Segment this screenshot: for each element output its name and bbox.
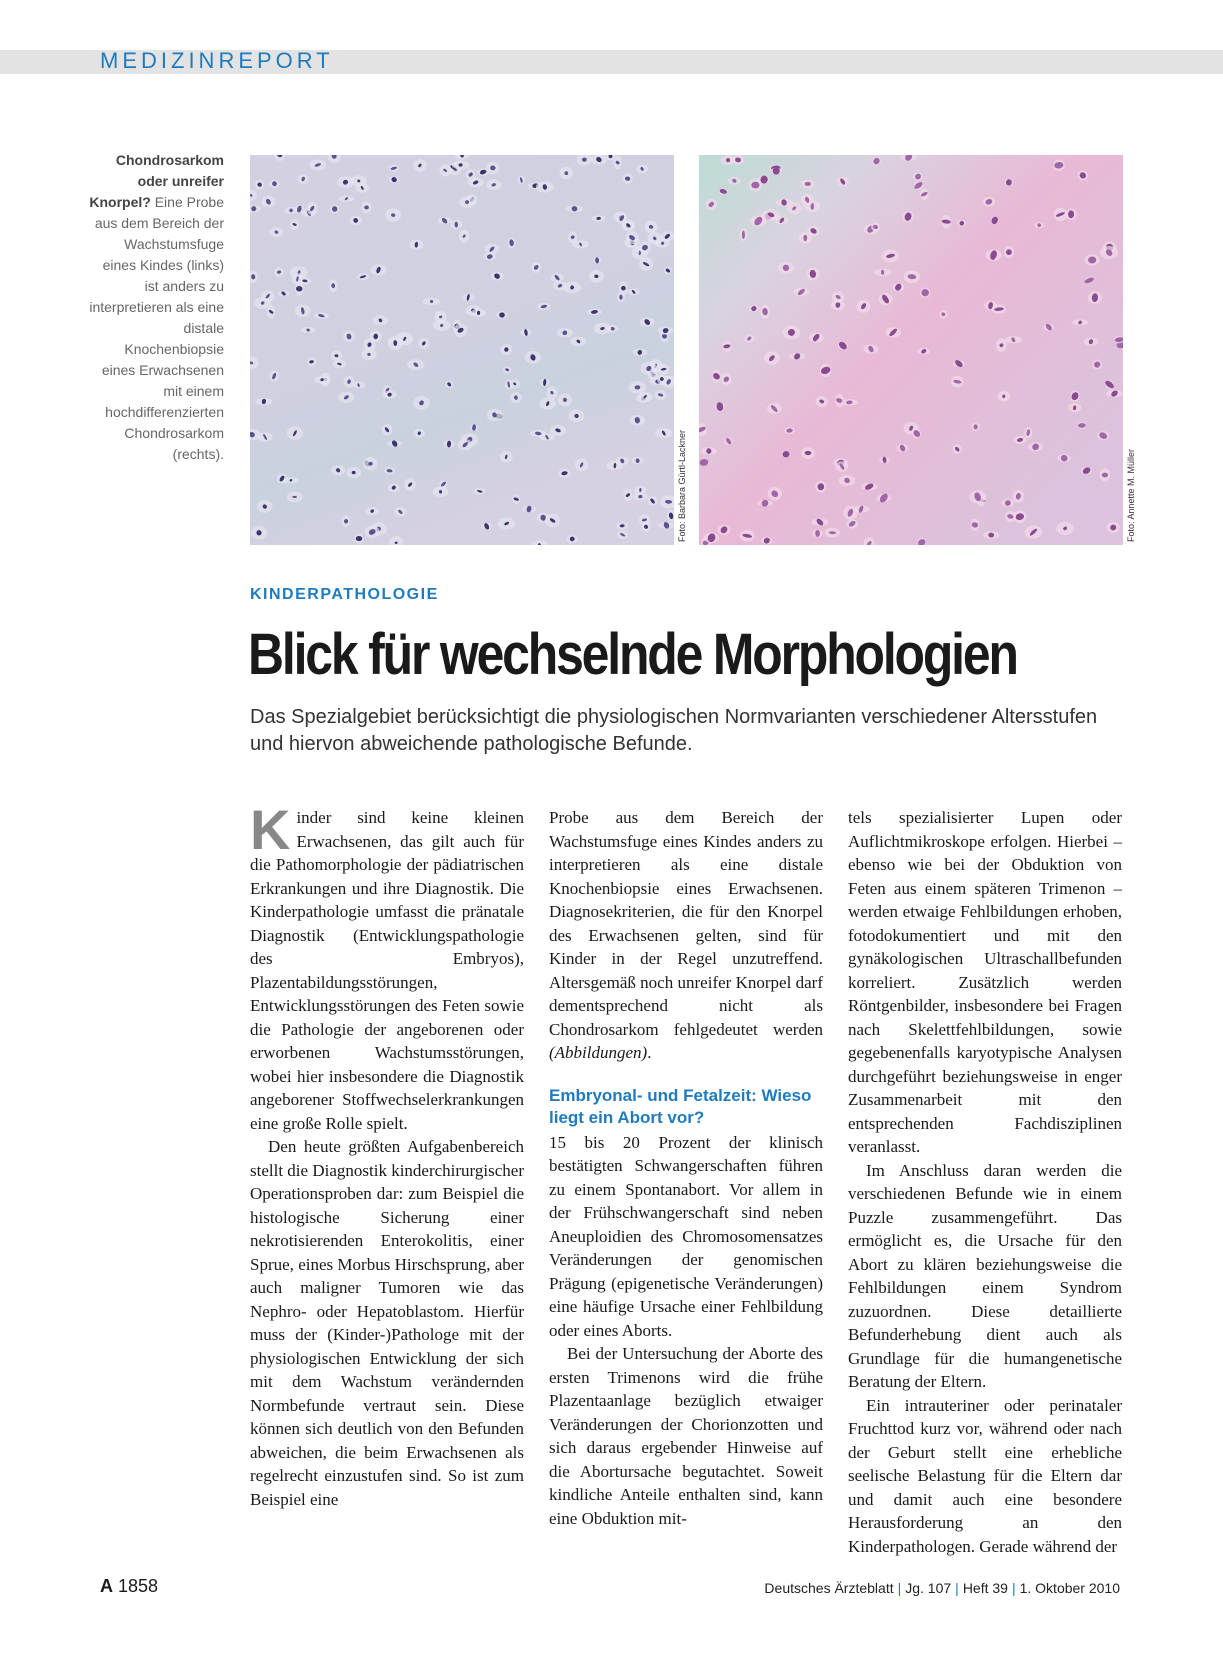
journal-issue: Heft 39 <box>962 1580 1008 1596</box>
subheading: Embryonal- und Fetalzeit: Wieso liegt ein Abort vor? <box>549 1085 812 1127</box>
page-number: A 1858 <box>100 1576 159 1596</box>
column-2 <box>549 806 823 1530</box>
caption-bold: Chondrosarkom oder unreifer Knorpel? <box>89 152 224 210</box>
histology-photo-left <box>250 155 674 545</box>
photo-credit-left: Foto: Barbara Gürtl-Lackner <box>677 429 687 542</box>
journal-name: Deutsches Ärzteblatt <box>764 1580 894 1596</box>
article-title: Blick für wechselnde Morphologien <box>248 622 1017 687</box>
journal-date: 1. Oktober 2010 <box>1019 1580 1120 1596</box>
article-lead: Das Spezialgebiet berücksichtigt die physiologischen Normvarianten verschiedener Altersstufen und hiervon abweichende pathologische Befunde. <box>250 706 1098 755</box>
paragraph: 15 bis 20 Prozent der klinisch bestätigten Schwangerschaften führen zu einem Spontanabort. Vor allem in der Frühschwangerschaft sind neben Aneuploidien des Chromosomensatzes Veränderungen der genomischen Prägung (epigenetische Veränderungen) eine häufige Ursache einer Fehlbildung oder eines Aborts. <box>549 1132 823 1340</box>
column-3 <box>848 806 1122 1558</box>
paragraph: Kinder sind keine kleinen Erwachsenen, das gilt auch für die Pathomorphologie der pädiatrischen Erkrankungen und ihre Diagnostik. Die Kinderpathologie umfasst die pränatale Diagnostik (Entwicklungspathologie des Embryos), Plazentabildungsstörungen, Entwicklungsstörungen des Feten sowie die Pathologie der angeborenen oder erworbenen Wachstumsstörungen, wobei hier insbesondere die Diagnostik angeborener Stoffwechselerkrankungen eine große Rolle spielt. <box>250 798 524 1133</box>
photo-credit-right: Foto: Annette M. Müller <box>1126 448 1136 542</box>
paragraph: Im Anschluss daran werden die verschiedenen Befunde wie in einem Puzzle zusammengeführt. Das ermöglicht es, die Ursache für den Abort zu klären beziehungsweise die Fehlbildungen einem Syndrom zuzuordnen. Diese detaillierte Befunderhebung dient auch als Grundlage für die humangenetische Beratung der Eltern. <box>848 1160 1122 1391</box>
paragraph: Ein intrauteriner oder perinataler Fruchttod kurz vor, während oder nach der Geburt stellt eine erhebliche seelische Belastung für die Eltern dar und damit auch eine besondere Herausforderung an den Kinderpathologen. Gerade während der <box>848 1395 1122 1556</box>
figure-caption <box>88 150 224 465</box>
section-title: MEDIZINREPORT <box>100 48 334 73</box>
paragraph: Bei der Untersuchung der Aborte des ersten Trimenons wird die frühe Plazentaanlage bezüglich etwaiger Veränderungen der Chorionzotten und sich daraus ergebender Hinweise auf die Abortursache begutachtet. Soweit kindliche Anteile enthalten sind, kann eine Obduktion mit- <box>549 1344 823 1528</box>
column-1 <box>250 798 524 1511</box>
cartilage-image-child <box>250 155 674 545</box>
caption-text: Eine Probe aus dem Bereich der Wachstumsfuge eines Kindes (links) ist anders zu interpretieren als eine distale Knochenbiopsie eines Erwachsenen mit einem hochdifferenzierten Chondrosarkom (rechts). <box>89 194 224 462</box>
histology-photo-right <box>699 155 1123 545</box>
dropcap: K <box>250 798 291 861</box>
article-kicker: KINDERPATHOLOGIE <box>250 586 439 603</box>
journal-volume: Jg. 107 <box>905 1580 952 1596</box>
paragraph: tels spezialisierter Lupen oder Auflichtmikroskope erfolgen. Hierbei – ebenso wie bei der Obduktion von Feten aus einem späteren Trimenon – werden etwaige Fehlbildungen erhoben, fotodokumentiert und mit den gynäkologischen Ultraschallbefunden korreliert. Zusätzlich werden Röntgenbilder, insbesondere bei Fragen nach Skelettfehlbildungen, sowie gegebenenfalls karyotypische Analysen durchgeführt beziehungsweise in enger Zusammenarbeit mit den entsprechenden Fachdisziplinen veranlasst. <box>848 808 1122 1156</box>
paragraph: Den heute größten Aufgabenbereich stellt die Diagnostik kinderchirurgischer Operationsproben dar: zum Beispiel die histologische Sicherung einer nekrotisierenden Enterokolitis, einer Sprue, eines Morbus Hirschsprung, aber auch maligner Tumoren wie das Nephro- oder Hepatoblastom. Hierfür muss der (Kinder-)Pathologe mit der physiologischen Entwicklung der sich mit dem Wachstum verändernden Normbefunde vertraut sein. Diese können sich deutlich von den Befunden abweichen, die beim Erwachsenen als regelrecht einzustufen sind. So ist zum Beispiel eine <box>250 1137 524 1509</box>
journal-info: Deutsches Ärzteblatt | Jg. 107 | Heft 39 | 1. Oktober 2010 <box>764 1580 1120 1596</box>
cartilage-image-chondrosarcoma <box>699 155 1123 545</box>
paragraph: Probe aus dem Bereich der Wachstumsfuge eines Kindes anders zu interpretieren als eine distale Knochenbiopsie eines Erwachsenen. Diagnosekriterien, die für den Knorpel des Erwachsenen gelten, sind für Kinder in der Regel unzutreffend. Altersgemäß noch unreifer Knorpel darf dementsprechend nicht als Chondrosarkom fehlgedeutet werden (Abbildungen). <box>549 808 823 1062</box>
